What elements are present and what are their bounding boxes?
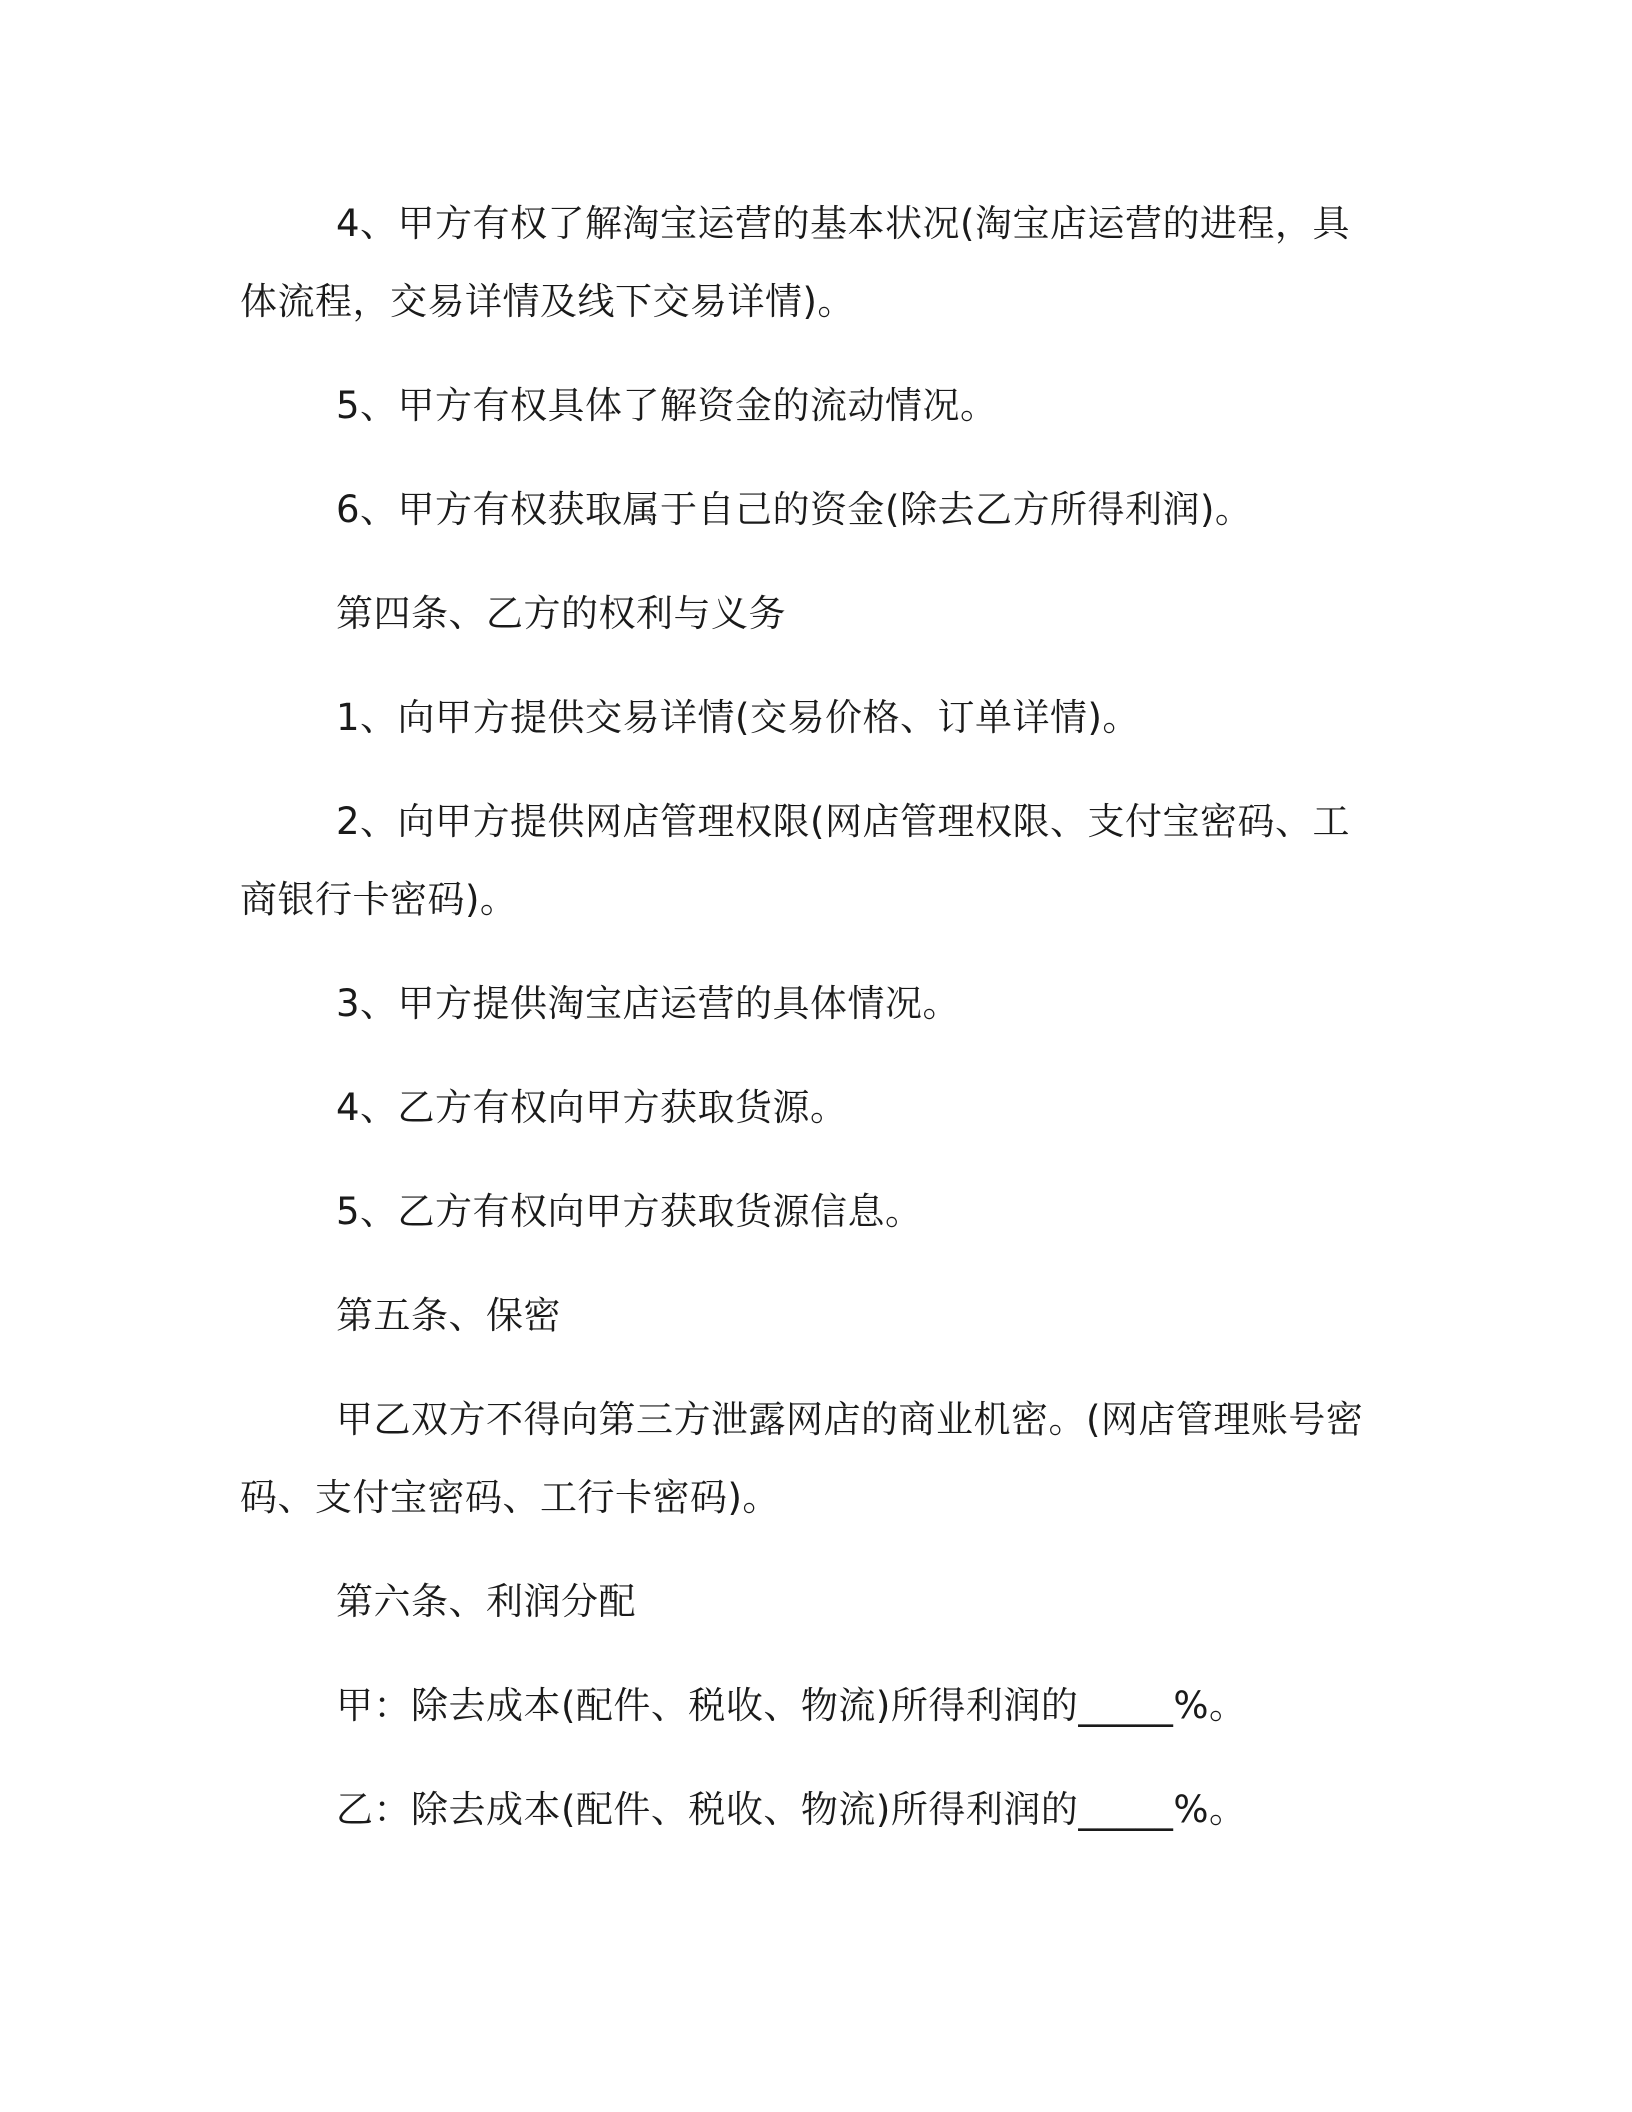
clause-4-heading: 第四条、乙方的权利与义务	[336, 592, 786, 635]
clause-6-heading: 第六条、利润分配	[336, 1580, 636, 1623]
document-body	[240, 185, 1375, 1875]
clause-4-item-3: 3、甲方提供淘宝店运营的具体情况。	[336, 982, 961, 1025]
clause-6-party-a-share: 甲：除去成本(配件、税收、物流)所得利润的_____%。	[336, 1684, 1247, 1727]
clause-3-item-6: 6、甲方有权获取属于自己的资金(除去乙方所得利润)。	[336, 488, 1253, 531]
clause-4-item-1: 1、向甲方提供交易详情(交易价格、订单详情)。	[336, 696, 1140, 739]
clause-3-item-4: 4、甲方有权了解淘宝运营的基本状况(淘宝店运营的进程，具体流程，交易详情及线下交易详情)。	[240, 202, 1350, 323]
clause-6-party-b-share: 乙：除去成本(配件、税收、物流)所得利润的_____%。	[336, 1788, 1247, 1831]
clause-4-item-5: 5、乙方有权向甲方获取货源信息。	[336, 1190, 923, 1233]
clause-4-item-4: 4、乙方有权向甲方获取货源。	[336, 1086, 848, 1129]
clause-4-item-2: 2、向甲方提供网店管理权限(网店管理权限、支付宝密码、工商银行卡密码)。	[240, 800, 1350, 921]
clause-3-item-5: 5、甲方有权具体了解资金的流动情况。	[336, 384, 998, 427]
clause-5-text: 甲乙双方不得向第三方泄露网店的商业机密。(网店管理账号密码、支付宝密码、工行卡密码)。	[240, 1398, 1364, 1519]
clause-5-heading: 第五条、保密	[336, 1294, 561, 1337]
